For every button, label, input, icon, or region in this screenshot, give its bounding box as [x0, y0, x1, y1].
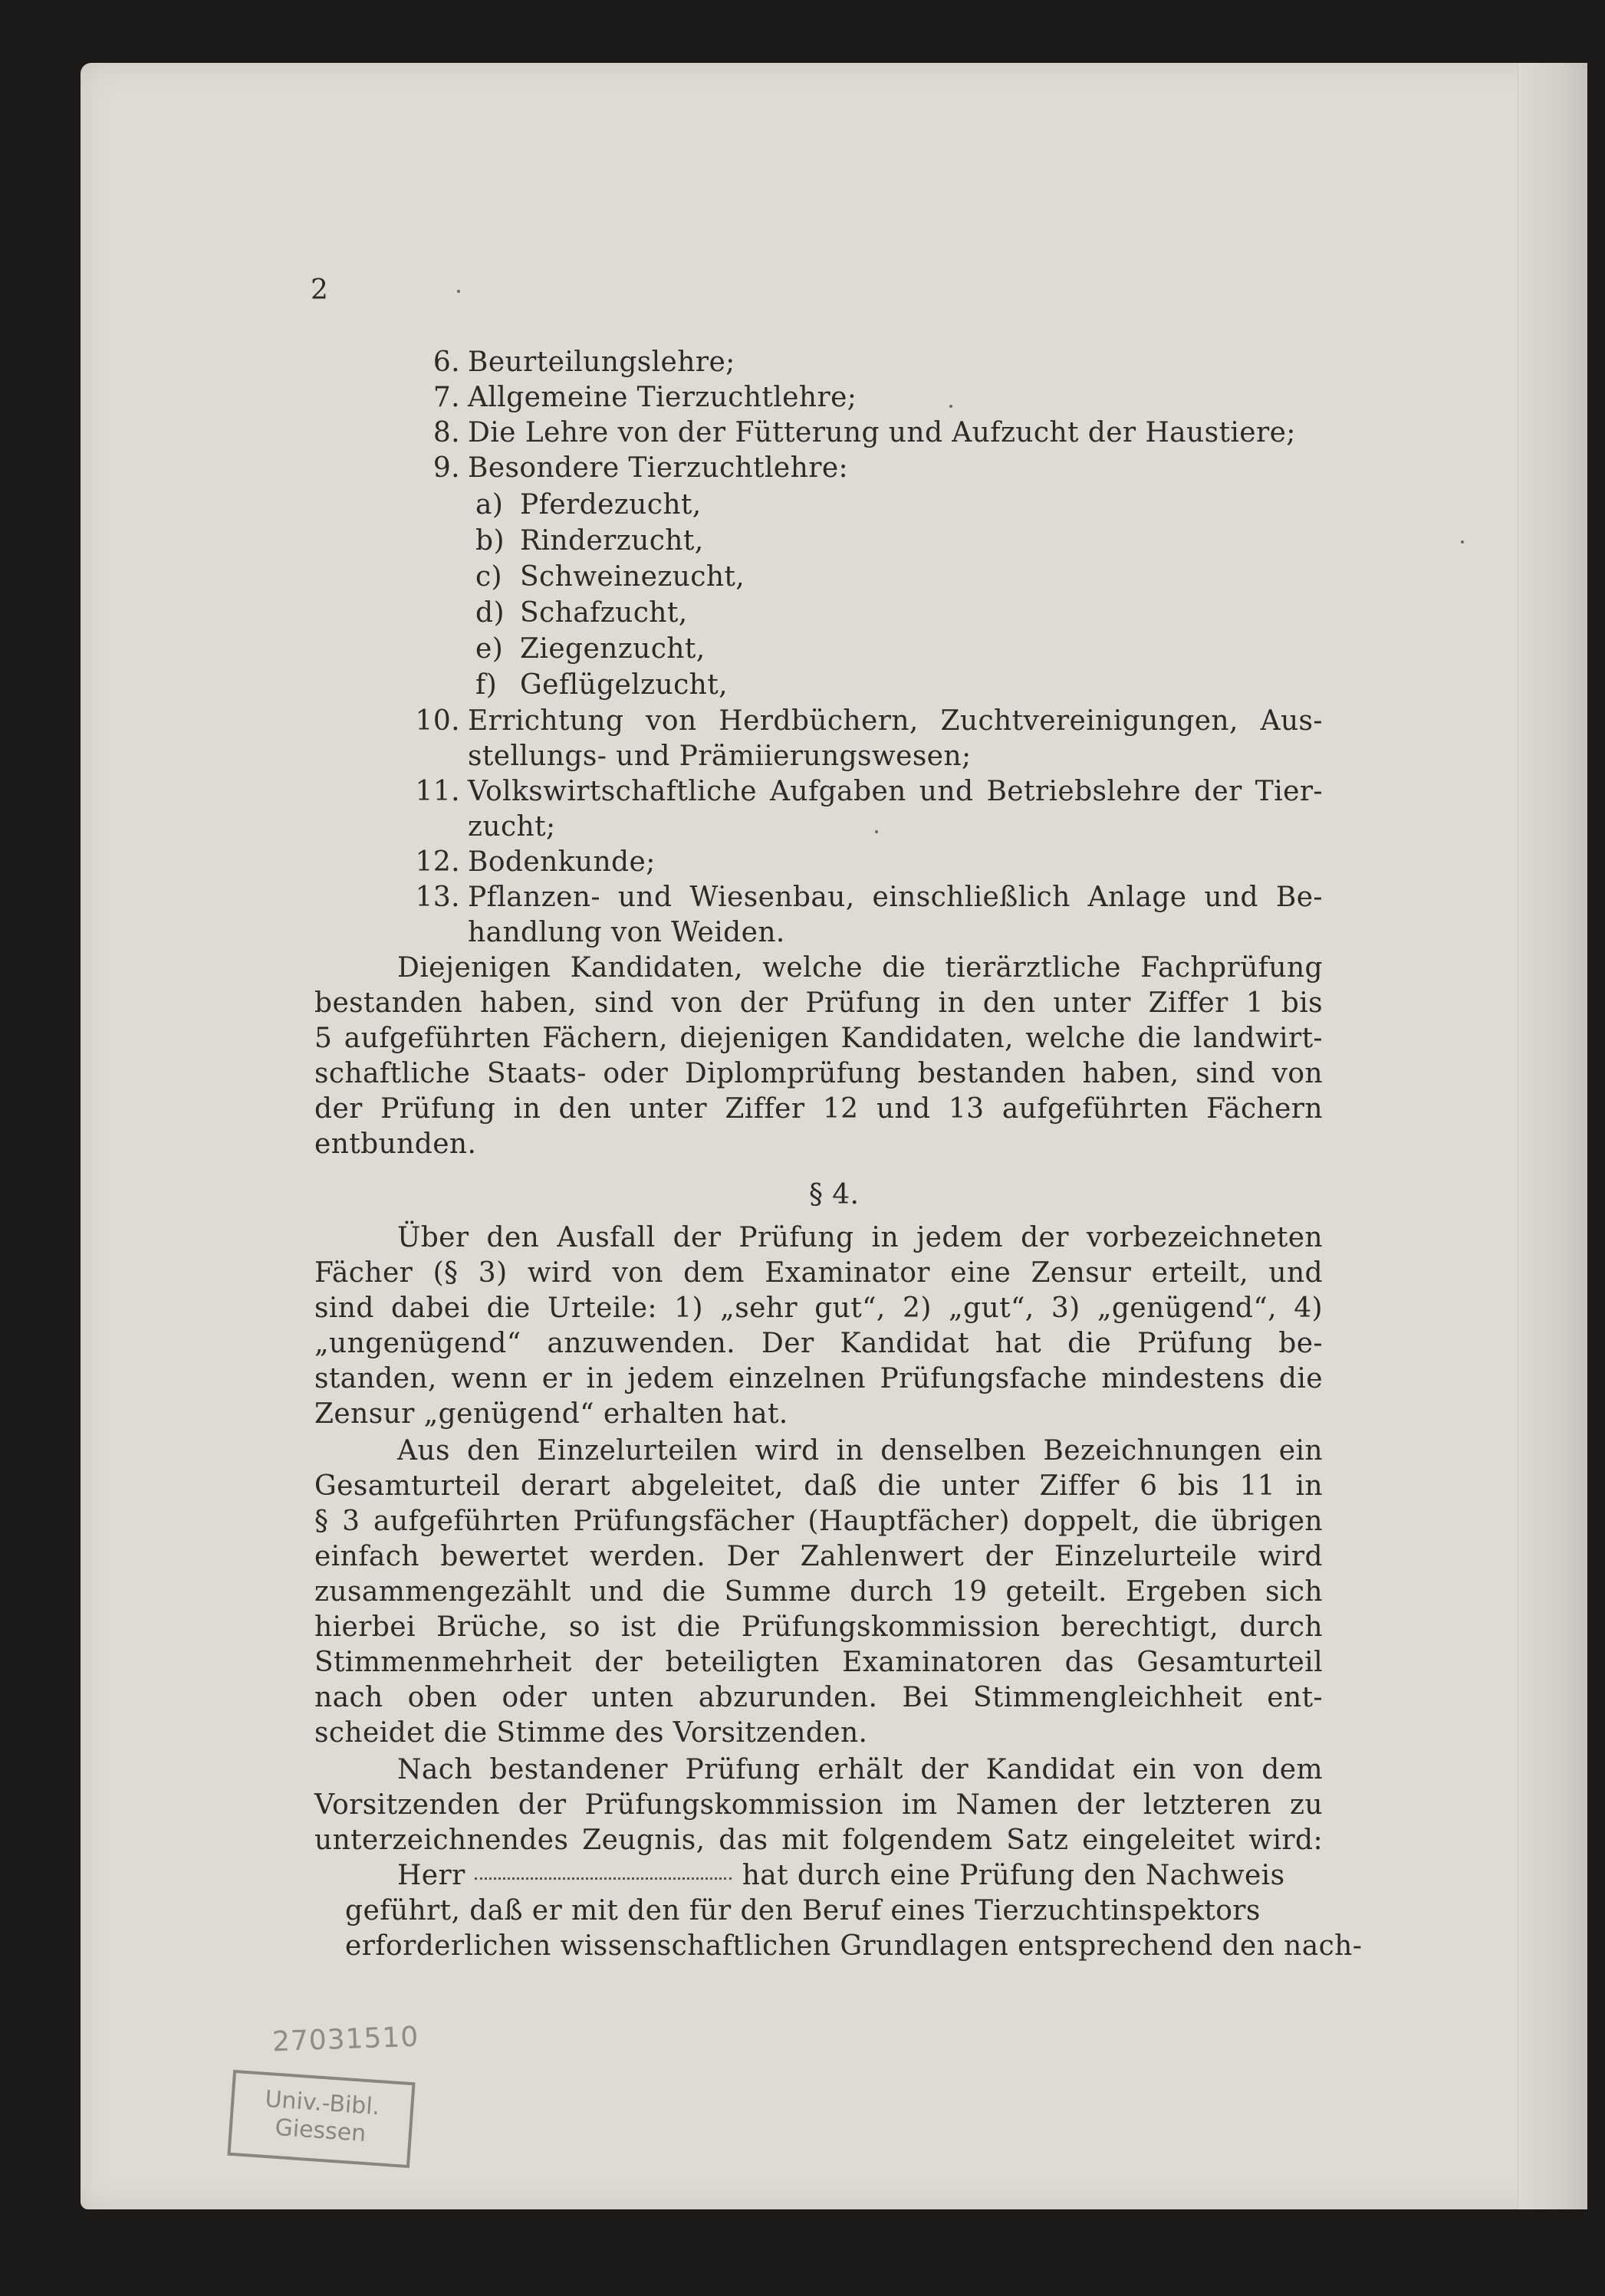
list-number: 10. — [415, 705, 460, 737]
list-text: Errichtung von Herdbüchern, Zuchtvereinigungen, Aus- — [468, 705, 1323, 737]
sub-list-text: Schafzucht, — [520, 597, 688, 629]
sub-list-text: Pferdezucht, — [520, 489, 702, 521]
ink-speck — [875, 830, 878, 833]
list-text: Allgemeine Tierzuchtlehre; — [468, 382, 857, 413]
list-text: Beurteilungslehre; — [468, 347, 735, 378]
paragraph-line: der Prüfung in den unter Ziffer 12 und 13 aufgeführten Fächern — [314, 1093, 1323, 1125]
list-number: 12. — [415, 846, 460, 878]
list-number: 8. — [432, 417, 460, 448]
paragraph-line: einfach bewertet werden. Der Zahlenwert der Einzelurteile wird — [314, 1541, 1323, 1572]
ink-speck — [949, 405, 952, 408]
paragraph-line: bestanden haben, sind von der Prüfung in den unter Ziffer 1 bis — [314, 987, 1323, 1019]
sub-list-text: Rinderzucht, — [520, 525, 704, 557]
paragraph-line: Fächer (§ 3) wird von dem Examinator eine Zensur erteilt, und — [314, 1257, 1323, 1289]
paragraph-line: Diejenigen Kandidaten, welche die tierärztliche Fachprüfung — [397, 952, 1323, 984]
certificate-text: hat durch eine Prüfung den Nachweis — [742, 1860, 1285, 1891]
list-number: 13. — [415, 882, 460, 913]
paragraph-line: hierbei Brüche, so ist die Prüfungskommission berechtigt, durch — [314, 1611, 1323, 1643]
stamp-line: Giessen — [274, 2114, 367, 2148]
sub-list-letter: c) — [475, 561, 503, 593]
handwritten-catalog-number: 27031510 — [271, 2021, 419, 2058]
paragraph-line: 5 aufgeführten Fächern, diejenigen Kandidaten, welche die landwirt- — [314, 1023, 1323, 1054]
list-text: Pflanzen- und Wiesenbau, einschließlich Anlage und Be- — [468, 882, 1323, 913]
paragraph-line: Gesamturteil derart abgeleitet, daß die unter Ziffer 6 bis 11 in — [314, 1470, 1323, 1502]
list-item-continuation: stellungs- und Prämiierungswesen; — [468, 741, 972, 772]
paragraph-line: standen, wenn er in jedem einzelnen Prüfungsfache mindestens die — [314, 1363, 1323, 1394]
list-item-continuation: handlung von Weiden. — [468, 917, 785, 948]
list-text: Bodenkunde; — [468, 846, 656, 878]
certificate-line: geführt, daß er mit den für den Beruf eines Tierzuchtinspektors — [345, 1895, 1261, 1926]
paragraph-line: schaftliche Staats- oder Diplomprüfung bestanden haben, sind von — [314, 1058, 1323, 1089]
sub-list-letter: d) — [475, 597, 505, 629]
list-text: Volkswirtschaftliche Aufgaben und Betriebslehre der Tier- — [468, 776, 1323, 807]
page-fold-shadow — [1518, 63, 1587, 2209]
blank-name-line — [475, 1877, 732, 1880]
list-item — [391, 774, 1323, 810]
list-number: 7. — [432, 382, 460, 413]
sub-list-text: Ziegenzucht, — [520, 633, 705, 665]
sub-list-text: Geflügelzucht, — [520, 669, 728, 701]
list-item — [391, 704, 1323, 739]
paragraph-line: unterzeichnendes Zeugnis, das mit folgendem Satz eingeleitet wird: — [314, 1825, 1323, 1856]
ink-speck — [1461, 540, 1464, 544]
list-item — [391, 880, 1323, 915]
list-number: 11. — [415, 776, 460, 807]
list-number: 6. — [432, 347, 460, 378]
certificate-line — [397, 1858, 1284, 1894]
paragraph-line: Stimmenmehrheit der beteiligten Examinatoren das Gesamturteil — [314, 1647, 1323, 1678]
paragraph-line: Vorsitzenden der Prüfungskommission im Namen der letzteren zu — [314, 1789, 1323, 1821]
list-text: Die Lehre von der Fütterung und Aufzucht der Haustiere; — [468, 417, 1296, 448]
paragraph-line: Zensur „genügend“ erhalten hat. — [314, 1398, 788, 1430]
stamp-line: Univ.-Bibl. — [264, 2085, 381, 2121]
paragraph-line: § 3 aufgeführten Prüfungsfächer (Hauptfächer) doppelt, die übrigen — [314, 1506, 1323, 1537]
sub-list-letter: a) — [475, 489, 504, 521]
page-number: 2 — [311, 274, 328, 306]
section-heading: § 4. — [809, 1179, 860, 1210]
certificate-line: erforderlichen wissenschaftlichen Grundlagen entsprechend den nach- — [345, 1930, 1363, 1962]
sub-list-letter: b) — [475, 525, 505, 557]
paragraph-line: zusammengezählt und die Summe durch 19 geteilt. Ergeben sich — [314, 1576, 1323, 1608]
sub-list-letter: f) — [475, 669, 498, 701]
list-number: 9. — [432, 452, 460, 484]
paragraph-line: Nach bestandener Prüfung erhält der Kandidat ein von dem — [397, 1754, 1323, 1785]
list-text: Besondere Tierzuchtlehre: — [468, 452, 849, 484]
paragraph-line: sind dabei die Urteile: 1) „sehr gut“, 2) „gut“, 3) „genügend“, 4) — [314, 1293, 1323, 1324]
paragraph-line: entbunden. — [314, 1128, 477, 1160]
list-item-continuation: zucht; — [468, 811, 556, 843]
ink-speck — [457, 290, 460, 293]
library-stamp — [227, 2070, 415, 2168]
sub-list-text: Schweinezucht, — [520, 561, 745, 593]
certificate-salutation: Herr — [397, 1860, 465, 1891]
sub-list-letter: e) — [475, 633, 504, 665]
paragraph-line: Aus den Einzelurteilen wird in denselben Bezeichnungen ein — [397, 1435, 1323, 1467]
paragraph-line: scheidet die Stimme des Vorsitzenden. — [314, 1717, 868, 1749]
paragraph-line: nach oben oder unten abzurunden. Bei Stimmengleichheit ent- — [314, 1682, 1323, 1713]
paragraph-line: Über den Ausfall der Prüfung in jedem der vorbezeichneten — [397, 1222, 1323, 1253]
paragraph-line: „ungenügend“ anzuwenden. Der Kandidat hat die Prüfung be- — [314, 1328, 1323, 1359]
